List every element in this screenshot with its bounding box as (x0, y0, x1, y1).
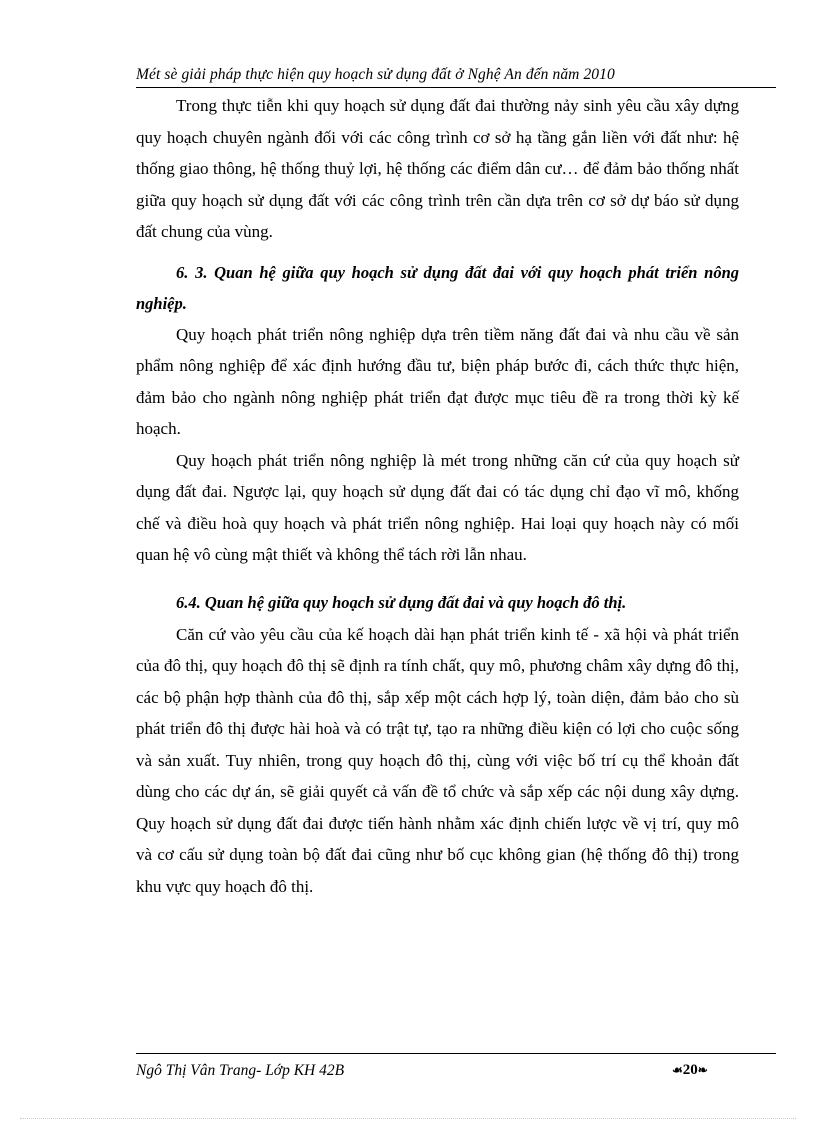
running-title: Mét sè giải pháp thực hiện quy hoạch sử dụng đất ở Nghệ An đến năm 2010 (136, 66, 615, 83)
page-number-block (672, 1062, 708, 1079)
footer-author: Ngô Thị Vân Trang- Lớp KH 42B (136, 1062, 345, 1079)
paragraph-agriculture-relation: Quy hoạch phát triển nông nghiệp là mét trong những căn cứ của quy hoạch sử dụng đất đai. Ngược lại, quy hoạch sử dụng đất đai có tác dụng chỉ đạo vĩ mô, khống chế và điều hoà quy hoạch và phát triển nông nghiệp. Hai loại quy hoạch này có mối quan hệ vô cùng mật thiết và không thể tách rời lẫn nhau. (136, 450, 739, 564)
paragraph-infrastructure-planning: Trong thực tiễn khi quy hoạch sử dụng đất đai thường nảy sinh yêu cầu xây dựng quy hoạch chuyên ngành đối với các công trình cơ sở hạ tầng gắn liền với đất như: hệ thống giao thông, hệ thống thuỷ lợi, hệ thống các điểm dân cư… để đảm bảo thống nhất giữa quy hoạch sử dụng đất với các công trình trên cần dựa trên cơ sở dự báo sử dụng đất chung của vùng. (136, 96, 739, 241)
page-bottom-divider (20, 1118, 796, 1119)
page-body (136, 90, 739, 902)
paragraph-agriculture-planning: Quy hoạch phát triển nông nghiệp dựa trên tiềm năng đất đai và nhu cầu về sản phẩm nông nghiệp để xác định hướng đầu tư, biện pháp bước đi, cách thức thực hiện, đảm bảo cho ngành nông nghiệp phát triển đạt được mục tiêu đề ra trong thời kỳ kế hoạch. (136, 324, 739, 438)
section-heading-6-3: 6. 3. Quan hệ giữa quy hoạch sử dụng đất đai với quy hoạch phát triển nông nghiệp. (136, 262, 739, 313)
page-number: 20 (682, 1062, 698, 1078)
ornament-right-icon: ❧ (697, 1063, 708, 1077)
section-heading-6-4: 6.4. Quan hệ giữa quy hoạch sử dụng đất đai và quy hoạch đô thị. (176, 592, 627, 612)
page-footer (136, 1053, 776, 1079)
paragraph-urban-planning: Căn cứ vào yêu cầu của kế hoạch dài hạn phát triển kinh tế - xã hội và phát triển của đô thị, quy hoạch đô thị sẽ định ra tính chất, quy mô, phương châm xây dựng đô thị, các bộ phận hợp thành của đô thị, sắp xếp một cách hợp lý, toàn diện, đảm bảo cho sù phát triển đô thị được hài hoà và có trật tự, tạo ra những điều kiện có lợi cho cuộc sống và sản xuất. Tuy nhiên, trong quy hoạch đô thị, cùng với việc bố trí cụ thể khoản đất dùng cho các dự án, sẽ giải quyết cả vấn đề tổ chức và sắp xếp các nội dung xây dựng. Quy hoạch sử dụng đất đai được tiến hành nhằm xác định chiến lược về vị trí, quy mô và cơ cấu sử dụng toàn bộ đất đai cũng như bố cục không gian (hệ thống đô thị) trong khu vực quy hoạch đô thị. (136, 624, 739, 896)
ornament-left-icon: ☙ (672, 1063, 683, 1077)
running-header (136, 66, 776, 88)
